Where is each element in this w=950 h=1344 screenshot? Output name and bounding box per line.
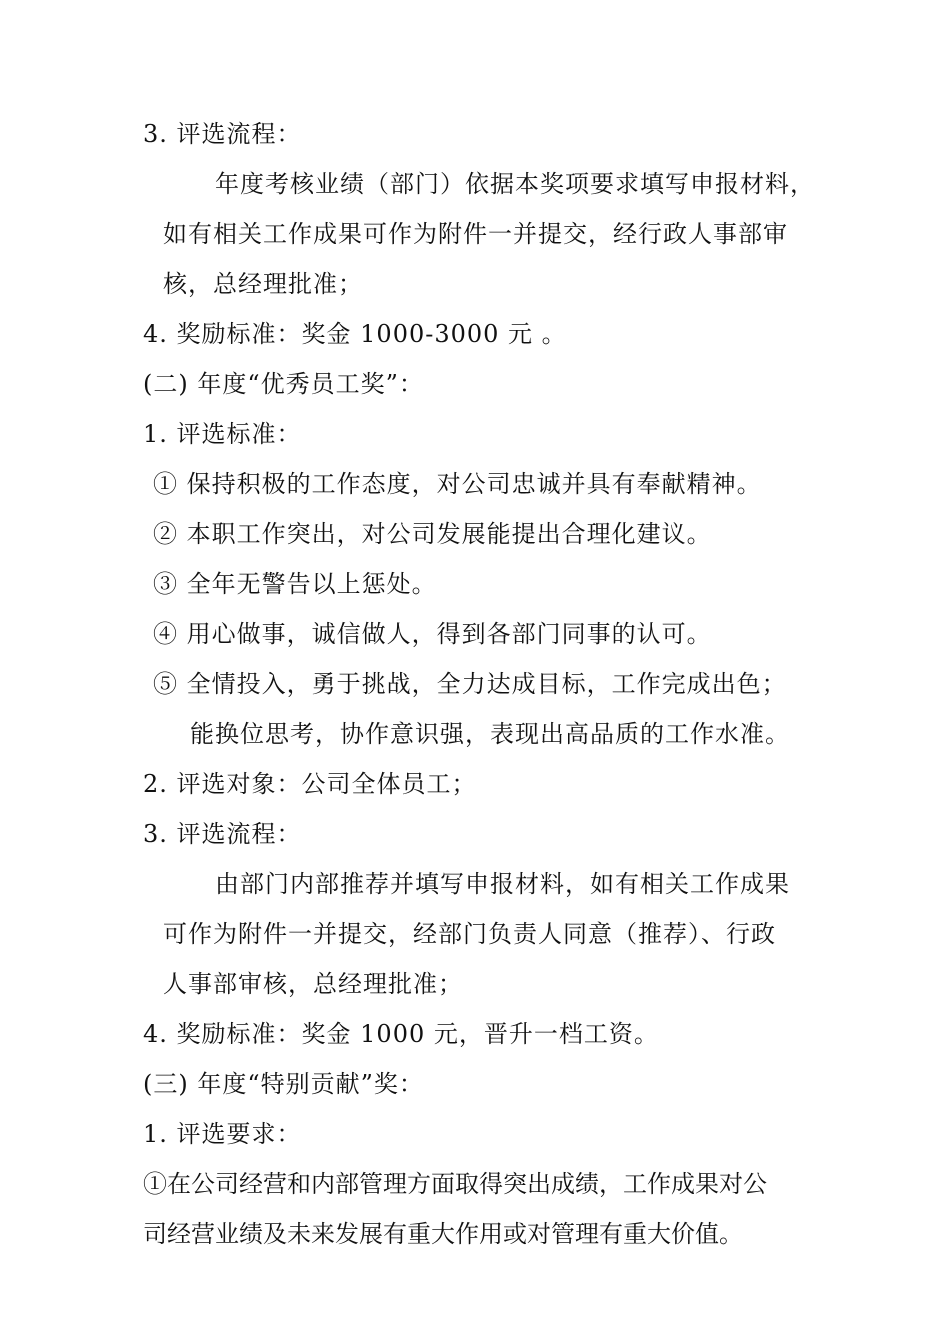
paragraph-line: 如有相关工作成果可作为附件一并提交，经行政人事部审: [163, 220, 788, 248]
criteria-item-3: ③ 全年无警告以上惩处。: [153, 570, 437, 598]
paragraph-line: 可作为附件一并提交，经部门负责人同意（推荐）、行政: [163, 920, 776, 948]
paragraph-line: 由部门内部推荐并填写申报材料，如有相关工作成果: [215, 870, 790, 898]
reward-standard-1: 4. 奖励标准：奖金 1000-3000 元 。: [143, 320, 567, 348]
heading-selection-process-2: 3. 评选流程：: [143, 820, 302, 848]
criteria-item-5: ⑤ 全情投入，勇于挑战，全力达成目标，工作完成出色；: [153, 670, 787, 698]
criteria-item-5-continued: 能换位思考，协作意识强，表现出高品质的工作水准。: [190, 720, 790, 748]
section-heading-special-contribution: (三) 年度“特别贡献”奖：: [143, 1070, 424, 1098]
heading-selection-target: 2. 评选对象：公司全体员工；: [143, 770, 477, 798]
heading-selection-requirements: 1. 评选要求：: [143, 1120, 302, 1148]
requirement-item-1: ①在公司经营和内部管理方面取得突出成绩，工作成果对公: [143, 1170, 767, 1198]
paragraph-line: 年度考核业绩（部门）依据本奖项要求填写申报材料，: [215, 170, 815, 198]
reward-standard-2: 4. 奖励标准：奖金 1000 元，晋升一档工资。: [143, 1020, 659, 1048]
requirement-item-1-continued: 司经营业绩及未来发展有重大作用或对管理有重大价值。: [143, 1220, 743, 1248]
paragraph-line: 人事部审核，总经理批准；: [163, 970, 463, 998]
paragraph-line: 核，总经理批准；: [163, 270, 363, 298]
criteria-item-2: ② 本职工作突出，对公司发展能提出合理化建议。: [153, 520, 712, 548]
heading-selection-criteria: 1. 评选标准：: [143, 420, 302, 448]
section-heading-outstanding-employee: (二) 年度“优秀员工奖”：: [143, 370, 424, 398]
criteria-item-1: ① 保持积极的工作态度，对公司忠诚并具有奉献精神。: [153, 470, 762, 498]
heading-selection-process-1: 3. 评选流程：: [143, 120, 302, 148]
criteria-item-4: ④ 用心做事，诚信做人，得到各部门同事的认可。: [153, 620, 712, 648]
